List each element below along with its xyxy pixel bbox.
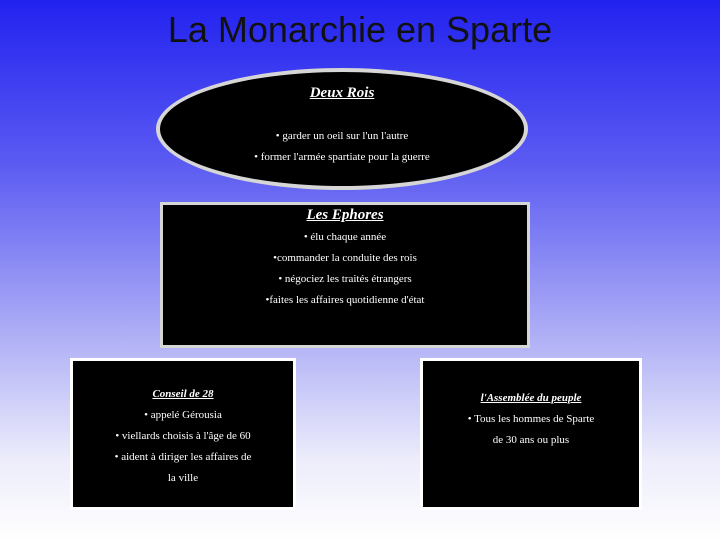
ephores-title: Les Ephores: [306, 207, 384, 223]
assemblee-item: de 30 ans ou plus: [492, 434, 570, 446]
assemblee-box: [420, 358, 642, 510]
assemblee-item: • Tous les hommes de Sparte: [467, 413, 595, 425]
conseil-title: Conseil de 28: [152, 388, 214, 400]
ephores-box: [160, 202, 530, 348]
deux-rois-title: Deux Rois: [309, 85, 375, 101]
conseil-item: • appelé Gérousia: [144, 409, 222, 421]
ephores-item: • élu chaque année: [303, 231, 387, 243]
deux-rois-box: [156, 68, 528, 190]
conseil-item: la ville: [167, 472, 199, 484]
ephores-items: [163, 227, 527, 311]
ephores-item: • négociez les traités étrangers: [278, 273, 412, 285]
slide-title: La Monarchie en Sparte: [167, 9, 553, 50]
ephores-item: •commander la conduite des rois: [273, 252, 417, 264]
conseil-box: [70, 358, 296, 510]
deux-rois-item: • former l'armée spartiate pour la guerre: [254, 151, 430, 163]
conseil-item: • aident à diriger les affaires de: [114, 451, 252, 463]
deux-rois-items: [160, 126, 524, 168]
conseil-items: [73, 405, 293, 489]
assemblee-title: l'Assemblée du peuple: [480, 392, 582, 404]
conseil-item: • viellards choisis à l'âge de 60: [115, 430, 251, 442]
ephores-item: •faites les affaires quotidienne d'état: [265, 294, 425, 306]
assemblee-items: [423, 409, 639, 451]
deux-rois-item: • garder un oeil sur l'un l'autre: [275, 130, 409, 142]
